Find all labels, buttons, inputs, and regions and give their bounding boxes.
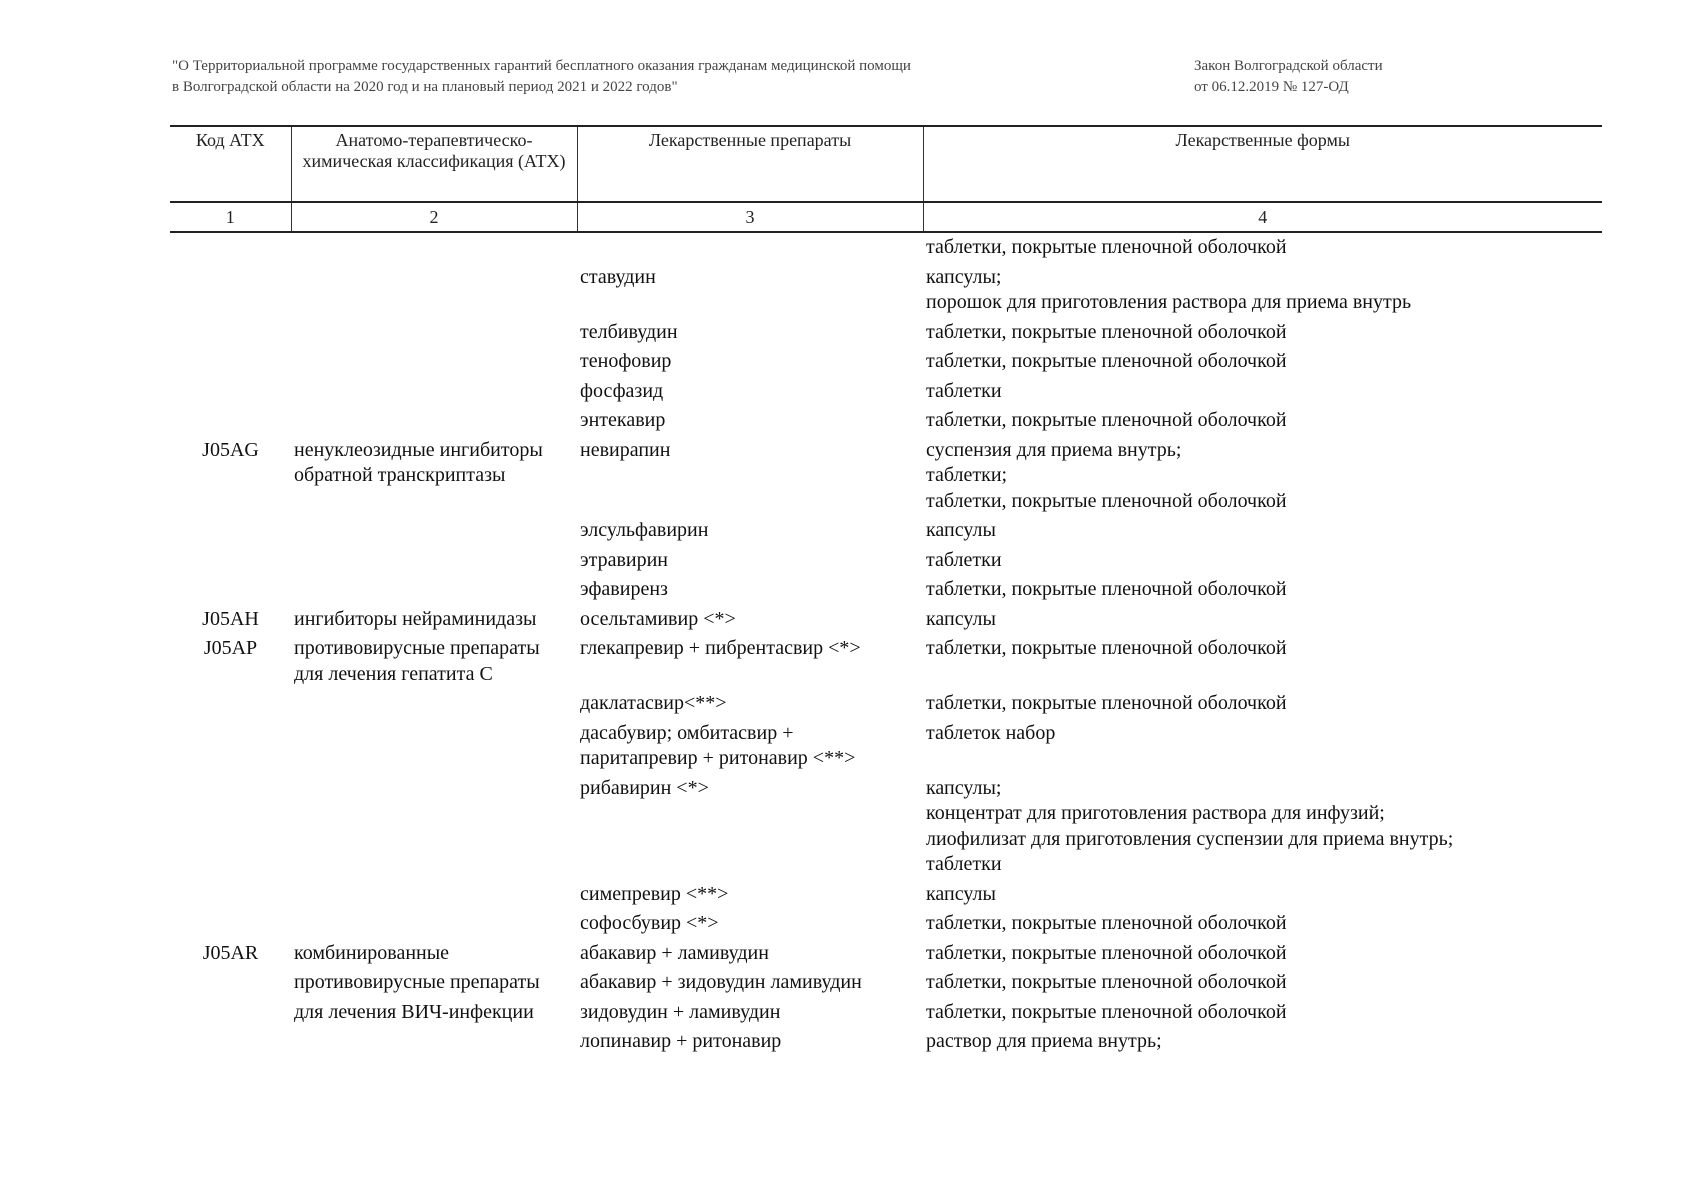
cell-atc-class <box>291 575 577 605</box>
drug-name-line: лопинавир + ритонавир <box>580 1030 782 1052</box>
cell-drug-name <box>577 719 923 774</box>
table-row <box>170 968 1602 998</box>
drug-name-line: невирапин <box>580 438 671 461</box>
dosage-form-line: таблетки <box>926 379 1002 402</box>
cell-dosage-form <box>923 634 1602 689</box>
cell-atc-class <box>291 774 577 880</box>
cell-atc-code <box>170 406 291 436</box>
cell-atc-code <box>170 689 291 719</box>
column-number: 3 <box>577 202 923 232</box>
drug-name-line: ставудин <box>580 265 656 288</box>
drug-name-line: зидовудин + ламивудин <box>580 1000 781 1023</box>
cell-drug-name <box>577 689 923 719</box>
cell-atc-code <box>170 347 291 377</box>
dosage-form-line: капсулы <box>926 607 996 630</box>
cell-atc-code: J05AG <box>202 438 259 461</box>
cell-atc-class <box>291 880 577 910</box>
dosage-form-line: капсулы <box>926 882 996 905</box>
cell-atc-code <box>170 546 291 576</box>
cell-atc-class <box>291 232 577 263</box>
dosage-form-line: таблетки, покрытые пленочной оболочкой <box>926 409 1287 431</box>
cell-atc-class <box>291 605 577 635</box>
cell-atc-class <box>291 998 577 1028</box>
title-line-1: "О Территориальной программе государственных гарантий бесплатного оказания гражданам медицинской помощи <box>172 58 911 74</box>
drug-name-line: телбивудин <box>580 320 678 343</box>
table-row <box>170 1027 1602 1057</box>
cell-drug-name <box>577 634 923 689</box>
cell-dosage-form <box>923 436 1602 517</box>
table-row <box>170 436 1602 517</box>
cell-drug-name <box>577 263 923 318</box>
drug-name-line: абакавир + ламивудин <box>580 941 769 964</box>
table-row <box>170 347 1602 377</box>
cell-atc-code <box>170 263 291 318</box>
dosage-form-line: таблеток набор <box>926 721 1056 744</box>
cell-dosage-form <box>923 689 1602 719</box>
atc-class-line: для лечения ВИЧ-инфекции <box>294 1000 534 1023</box>
cell-atc-code <box>170 909 291 939</box>
dosage-form-line: капсулы; <box>926 265 1002 288</box>
column-number-row <box>170 202 1602 232</box>
table-row <box>170 546 1602 576</box>
cell-atc-code <box>170 232 291 263</box>
dosage-form-line: суспензия для приема внутрь; <box>926 438 1182 461</box>
cell-dosage-form <box>923 774 1602 880</box>
column-header-atc-classification: Анатомо-терапевтическо-химическая классификация (АТХ) <box>291 126 577 202</box>
cell-atc-code: J05AP <box>203 637 258 659</box>
document-title <box>172 56 1072 98</box>
dosage-form-line: таблетки, покрытые пленочной оболочкой <box>926 350 1287 372</box>
atc-class-line: комбинированные <box>294 941 450 964</box>
cell-dosage-form <box>923 406 1602 436</box>
table-row <box>170 909 1602 939</box>
cell-dosage-form <box>923 909 1602 939</box>
atc-class-line: ненуклеозидные ингибиторы <box>294 438 543 461</box>
dosage-form-line: капсулы <box>926 519 996 541</box>
cell-dosage-form <box>923 516 1602 546</box>
cell-atc-class <box>291 909 577 939</box>
dosage-form-line: лиофилизат для приготовления суспензии для приема внутрь; <box>926 827 1454 850</box>
cell-drug-name <box>577 605 923 635</box>
dosage-form-line: таблетки, покрытые пленочной оболочкой <box>926 971 1287 993</box>
drug-name-line: рибавирин <*> <box>580 776 709 799</box>
cell-atc-class <box>291 377 577 407</box>
cell-dosage-form <box>923 998 1602 1028</box>
dosage-form-line: таблетки, покрытые пленочной оболочкой <box>926 637 1287 659</box>
cell-drug-name <box>577 968 923 998</box>
cell-atc-class <box>291 436 577 517</box>
table-row <box>170 377 1602 407</box>
drug-table <box>170 125 1602 1057</box>
table-row <box>170 406 1602 436</box>
law-date-number: от 06.12.2019 № 127-ОД <box>1194 79 1349 95</box>
atc-class-line: ингибиторы нейраминидазы <box>294 607 537 630</box>
cell-atc-class <box>291 546 577 576</box>
drug-name-line: паритапревир + ритонавир <**> <box>580 747 856 769</box>
drug-name-line: дасабувир; омбитасвир + <box>580 721 794 744</box>
cell-atc-code <box>170 377 291 407</box>
atc-class-line: противовирусные препараты <box>294 637 540 659</box>
cell-drug-name <box>577 318 923 348</box>
drug-name-line: фосфазид <box>580 379 664 402</box>
cell-atc-class <box>291 634 577 689</box>
column-number: 4 <box>923 202 1602 232</box>
law-name: Закон Волгоградской области <box>1194 58 1383 74</box>
cell-drug-name <box>577 575 923 605</box>
cell-atc-code <box>170 318 291 348</box>
cell-atc-class <box>291 347 577 377</box>
cell-drug-name <box>577 406 923 436</box>
table-row <box>170 998 1602 1028</box>
cell-atc-code <box>170 575 291 605</box>
law-reference <box>1194 56 1594 98</box>
cell-drug-name <box>577 939 923 969</box>
cell-atc-code <box>170 998 291 1028</box>
cell-dosage-form <box>923 546 1602 576</box>
cell-atc-class <box>291 263 577 318</box>
cell-atc-class <box>291 689 577 719</box>
cell-dosage-form <box>923 939 1602 969</box>
cell-drug-name <box>577 516 923 546</box>
cell-atc-code: J05AH <box>202 607 259 630</box>
cell-atc-code <box>170 968 291 998</box>
dosage-form-line: концентрат для приготовления раствора для инфузий; <box>926 802 1385 824</box>
dosage-form-line: таблетки, покрытые пленочной оболочкой <box>926 320 1287 343</box>
column-number: 1 <box>170 202 291 232</box>
cell-atc-class <box>291 939 577 969</box>
atc-class-line: для лечения гепатита C <box>294 662 493 685</box>
cell-drug-name <box>577 880 923 910</box>
cell-dosage-form <box>923 575 1602 605</box>
cell-drug-name <box>577 546 923 576</box>
cell-atc-code <box>170 774 291 880</box>
drug-name-line: абакавир + зидовудин ламивудин <box>580 971 862 993</box>
column-header-atc-code: Код АТХ <box>170 126 291 202</box>
title-line-2: в Волгоградской области на 2020 год и на плановый период 2021 и 2022 годов" <box>172 79 678 95</box>
table-row <box>170 263 1602 318</box>
column-number: 2 <box>291 202 577 232</box>
cell-drug-name <box>577 232 923 263</box>
table-row <box>170 939 1602 969</box>
table-row <box>170 605 1602 635</box>
dosage-form-line: капсулы; <box>926 776 1002 799</box>
cell-atc-code <box>170 1027 291 1057</box>
table-body <box>170 232 1602 1057</box>
cell-drug-name <box>577 774 923 880</box>
cell-atc-code <box>170 880 291 910</box>
cell-atc-class <box>291 1027 577 1057</box>
cell-atc-code <box>170 719 291 774</box>
drug-name-line: тенофовир <box>580 350 672 372</box>
dosage-form-line: таблетки, покрытые пленочной оболочкой <box>926 912 1287 934</box>
table-row <box>170 719 1602 774</box>
cell-atc-class <box>291 719 577 774</box>
cell-dosage-form <box>923 318 1602 348</box>
dosage-form-line: таблетки, покрытые пленочной оболочкой <box>926 578 1287 600</box>
dosage-form-line: таблетки, покрытые пленочной оболочкой <box>926 692 1287 714</box>
cell-drug-name <box>577 909 923 939</box>
table-row <box>170 634 1602 689</box>
cell-atc-class <box>291 968 577 998</box>
dosage-form-line: таблетки, покрытые пленочной оболочкой <box>926 489 1287 512</box>
table-row <box>170 516 1602 546</box>
cell-atc-class <box>291 516 577 546</box>
drug-name-line: глекапревир + пибрентасвир <*> <box>580 637 861 659</box>
column-header-drugs: Лекарственные препараты <box>577 126 923 202</box>
atc-class-line: противовирусные препараты <box>294 971 540 993</box>
dosage-form-line: таблетки, покрытые пленочной оболочкой <box>926 1000 1287 1023</box>
cell-dosage-form <box>923 880 1602 910</box>
drug-name-line: этравирин <box>580 548 668 571</box>
drug-name-line: энтекавир <box>580 409 666 431</box>
drug-name-line: элсульфавирин <box>580 519 709 541</box>
dosage-form-line: таблетки <box>926 548 1002 571</box>
table-header <box>170 126 1602 232</box>
dosage-form-line: таблетки <box>926 853 1002 875</box>
cell-dosage-form <box>923 347 1602 377</box>
cell-drug-name <box>577 1027 923 1057</box>
table-row <box>170 232 1602 263</box>
cell-dosage-form <box>923 1027 1602 1057</box>
dosage-form-line: таблетки, покрытые пленочной оболочкой <box>926 941 1287 964</box>
cell-drug-name <box>577 998 923 1028</box>
column-header-dosage-forms: Лекарственные формы <box>923 126 1602 202</box>
cell-dosage-form <box>923 263 1602 318</box>
cell-atc-class <box>291 318 577 348</box>
drug-name-line: даклатасвир<**> <box>580 692 727 714</box>
table-row <box>170 689 1602 719</box>
drug-name-line: софосбувир <*> <box>580 912 719 934</box>
cell-drug-name <box>577 436 923 517</box>
table-row <box>170 880 1602 910</box>
cell-dosage-form <box>923 719 1602 774</box>
cell-drug-name <box>577 377 923 407</box>
cell-atc-code: J05AR <box>202 941 259 964</box>
table-row <box>170 575 1602 605</box>
dosage-form-line: порошок для приготовления раствора для приема внутрь <box>926 291 1412 313</box>
drug-name-line: осельтамивир <*> <box>580 607 736 630</box>
drug-name-line: эфавиренз <box>580 578 668 600</box>
cell-drug-name <box>577 347 923 377</box>
dosage-form-line: раствор для приема внутрь; <box>926 1030 1162 1052</box>
table-row <box>170 774 1602 880</box>
drug-name-line: симепревир <**> <box>580 882 729 905</box>
atc-class-line: обратной транскриптазы <box>294 464 506 486</box>
dosage-form-line: таблетки, покрытые пленочной оболочкой <box>926 236 1287 258</box>
dosage-form-line: таблетки; <box>926 464 1008 486</box>
cell-atc-class <box>291 406 577 436</box>
cell-dosage-form <box>923 968 1602 998</box>
cell-dosage-form <box>923 605 1602 635</box>
cell-atc-code <box>170 516 291 546</box>
cell-dosage-form <box>923 377 1602 407</box>
cell-dosage-form <box>923 232 1602 263</box>
header-row <box>170 126 1602 202</box>
table-row <box>170 318 1602 348</box>
